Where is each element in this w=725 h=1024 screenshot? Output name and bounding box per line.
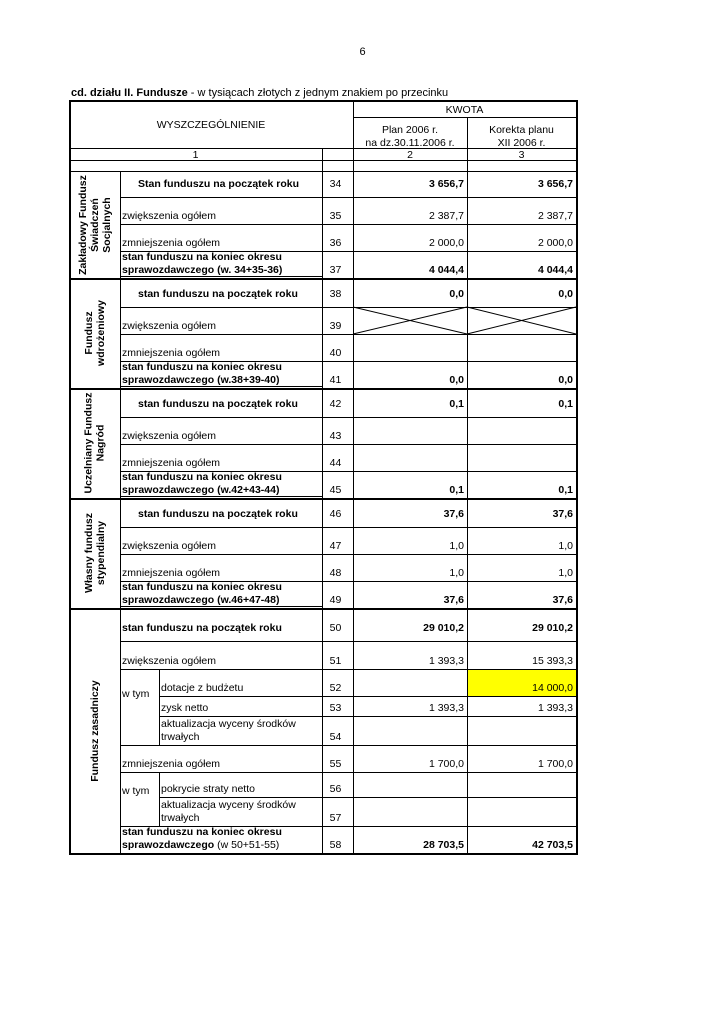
w-tym-label: w tym: [122, 785, 150, 797]
row-label: stan funduszu na początek roku: [122, 622, 282, 634]
row-label: stan funduszu na początek roku: [138, 508, 298, 520]
plan-value: 37,6: [443, 594, 464, 606]
row-number: 37: [329, 264, 342, 276]
section-label-text: [83, 513, 107, 593]
row-label: zwiększenia ogółem: [122, 210, 216, 222]
row-label-line-2: sprawozdawczego (w.42+43-44): [122, 484, 280, 496]
row-label: zwiększenia ogółem: [122, 430, 216, 442]
korekta-value: 1 700,0: [537, 758, 573, 770]
row-label-line-2: sprawozdawczego (w. 34+35-36): [122, 264, 283, 276]
plan-value: 2 000,0: [428, 237, 464, 249]
row-line: [120, 641, 576, 642]
korekta-vline: [467, 608, 468, 853]
heading-bold: cd. działu II. Fundusze: [71, 87, 188, 99]
plan-value: 0,0: [449, 374, 464, 386]
korekta-value: 37,6: [552, 594, 573, 606]
w-tym-vline-2: [159, 772, 160, 826]
column-number-3: 3: [518, 149, 525, 161]
plan-value: 1 393,3: [428, 702, 464, 714]
row-number: 42: [329, 398, 342, 410]
row-label: pokrycie straty netto: [161, 783, 255, 795]
plan-value: 1 700,0: [428, 758, 464, 770]
section-label-line: stypendialny: [94, 520, 107, 586]
plan-header: Plan 2006 r.: [381, 124, 439, 136]
row-number: 50: [329, 622, 342, 634]
row-line: [120, 772, 576, 773]
row-number: 40: [329, 347, 342, 359]
frame-top: [69, 100, 578, 102]
korekta-value: 14 000,0: [532, 682, 573, 694]
plan-header-date: na dz.30.11.2006 r.: [365, 137, 455, 149]
row-label: stan funduszu na początek roku: [138, 398, 298, 410]
section-label-line: Fundusz: [82, 311, 95, 355]
row-label-rest: (w 50+51-55): [214, 839, 280, 851]
header-bottom-line: [69, 171, 578, 172]
row-label-line-2: trwałych: [161, 731, 200, 743]
korekta-value: 0,1: [558, 398, 573, 410]
section-label: [69, 171, 120, 278]
row-label: zmniejszenia ogółem: [122, 347, 221, 359]
kwota-header: KWOTA: [445, 104, 484, 116]
section-label: [69, 388, 120, 498]
plan-value: 4 044,4: [428, 264, 464, 276]
row-number: 48: [329, 567, 342, 579]
category-vline: [120, 278, 121, 388]
row-line: [159, 716, 576, 717]
row-line: [120, 417, 576, 418]
row-label: zwiększenia ogółem: [122, 320, 216, 332]
row-label-line-1: stan funduszu na koniec okresu: [122, 251, 282, 263]
heading-rest: - w tysiącach złotych z jednym znakiem po przecinku: [187, 87, 449, 99]
korekta-value: 15 393,3: [532, 655, 573, 667]
korekta-value: 1,0: [558, 540, 573, 552]
section-label-text: [77, 175, 113, 275]
row-number: 44: [329, 457, 342, 469]
section-label-line: Świadczeń: [88, 197, 101, 252]
korekta-value: 3 656,7: [537, 178, 573, 190]
row-number: 45: [329, 484, 342, 496]
korekta-header: Korekta planu: [489, 124, 554, 136]
korekta-value: 29 010,2: [532, 622, 573, 634]
section-label: [69, 278, 120, 388]
section-separator: [69, 278, 578, 280]
plan-value: 1,0: [449, 567, 464, 579]
row-number: 35: [329, 210, 342, 222]
plan-value: 0,0: [449, 288, 464, 300]
korekta-value: 1 393,3: [537, 702, 573, 714]
row-label-line-2: trwałych: [161, 812, 200, 824]
korekta-value: 2 387,7: [537, 210, 573, 222]
row-label: dotacje z budżetu: [161, 682, 244, 694]
row-label-line-1: stan funduszu na koniec okresu: [122, 471, 282, 483]
row-label-line-2: sprawozdawczego (w.46+47-48): [122, 594, 280, 606]
row-label: zmniejszenia ogółem: [122, 758, 221, 770]
row-label: zwiększenia ogółem: [122, 655, 216, 667]
row-label: Stan funduszu na początek roku: [138, 178, 300, 190]
korekta-header-date: XII 2006 r.: [497, 137, 546, 149]
row-number: 38: [329, 288, 342, 300]
page-number: 6: [359, 46, 366, 58]
row-line: [120, 669, 576, 670]
row-line: [120, 527, 576, 528]
frame-bottom: [69, 853, 578, 855]
section-label-line: Własny fundusz: [82, 513, 95, 593]
korekta-value: 2 000,0: [537, 237, 573, 249]
section-label-line: wdrożeniowy: [94, 300, 107, 366]
plan-value: 29 010,2: [423, 622, 464, 634]
section-label-line: Socjalnych: [100, 196, 113, 253]
row-number: 57: [329, 812, 342, 824]
row-number: 39: [329, 320, 342, 332]
plan-value: 37,6: [443, 508, 464, 520]
category-vline: [120, 498, 121, 608]
row-label: zmniejszenia ogółem: [122, 457, 221, 469]
row-label: zwiększenia ogółem: [122, 540, 216, 552]
plan-value: 0,1: [449, 398, 464, 410]
korekta-value: 1,0: [558, 567, 573, 579]
category-vline: [120, 388, 121, 498]
row-number: 36: [329, 237, 342, 249]
summary-underline: [120, 606, 322, 607]
section-label-line: Nagród: [94, 424, 107, 462]
row-number: 51: [329, 655, 342, 667]
row-line: [120, 197, 576, 198]
row-label-line-1: aktualizacja wyceny środków: [161, 799, 296, 811]
plan-value: 1 393,3: [428, 655, 464, 667]
plan-value: 0,1: [449, 484, 464, 496]
row-label: zmniejszenia ogółem: [122, 237, 221, 249]
plan-value: 2 387,7: [428, 210, 464, 222]
row-number: 49: [329, 594, 342, 606]
row-number: 56: [329, 783, 342, 795]
row-number: 55: [329, 758, 342, 770]
section-separator: [69, 608, 578, 610]
fund-table: [69, 100, 578, 855]
section-label-text: [83, 300, 107, 366]
category-vline: [120, 608, 121, 853]
section-label: [69, 608, 120, 853]
w-tym-vline-1: [159, 669, 160, 745]
column-number-2: 2: [407, 149, 413, 161]
row-label-line-1: stan funduszu na koniec okresu: [122, 361, 282, 373]
plan-value: 1,0: [449, 540, 464, 552]
plan-vline: [353, 608, 354, 853]
row-line: [120, 444, 576, 445]
korekta-value: 37,6: [552, 508, 573, 520]
plan-value: 28 703,5: [423, 839, 464, 851]
summary-underline: [120, 496, 322, 497]
korekta-value: 0,0: [558, 374, 573, 386]
korekta-value: 0,1: [558, 484, 573, 496]
row-label: stan funduszu na początek roku: [138, 288, 298, 300]
summary-underline: [120, 386, 322, 387]
plan-value: 3 656,7: [428, 178, 464, 190]
table-heading: [71, 87, 448, 99]
row-label: zysk netto: [161, 702, 209, 714]
section-separator: [69, 498, 578, 500]
row-number: 41: [329, 374, 342, 386]
column-number-1: 1: [192, 149, 199, 161]
section-label-text: [89, 680, 101, 782]
row-number: 52: [329, 682, 342, 694]
row-number: 54: [329, 731, 342, 743]
row-label-line-2: sprawozdawczego (w.38+39-40): [122, 374, 280, 386]
kwota-line: [353, 117, 576, 118]
row-number: 46: [329, 508, 342, 520]
row-line: [159, 696, 576, 697]
korekta-value: 0,0: [558, 288, 573, 300]
section-label-line: Zakładowy Fundusz: [76, 174, 89, 275]
crossed-cell: [467, 307, 576, 334]
row-line: [120, 334, 576, 335]
korekta-value: 4 044,4: [537, 264, 573, 276]
section-label-line: Fundusz zasadniczy: [88, 679, 101, 782]
section-separator: [69, 388, 578, 390]
row-label-line-1: stan funduszu na koniec okresu: [122, 581, 282, 593]
row-number: 58: [329, 839, 342, 851]
wyszczegolnienie-header: WYSZCZEGÓLNIENIE: [156, 119, 266, 131]
crossed-cell: [353, 307, 467, 334]
row-line: [120, 554, 576, 555]
row-label-bold: sprawozdawczego: [122, 839, 215, 851]
section-label-line: Uczelniany Fundusz: [82, 392, 95, 494]
row-number: 34: [329, 178, 342, 190]
row-label-line-1: aktualizacja wyceny środków: [161, 718, 296, 730]
row-label: zmniejszenia ogółem: [122, 567, 221, 579]
korekta-value: 42 703,5: [532, 839, 573, 851]
row-label-line-1: stan funduszu na koniec okresu: [122, 826, 282, 838]
row-number: 43: [329, 430, 342, 442]
row-line: [120, 224, 576, 225]
row-line: [159, 797, 576, 798]
row-line: [120, 745, 576, 746]
summary-underline: [120, 276, 322, 277]
row-number: 47: [329, 540, 342, 552]
row-number: 53: [329, 702, 342, 714]
w-tym-label: w tym: [122, 688, 150, 700]
section-label-text: [83, 393, 107, 494]
section-label: [69, 498, 120, 608]
row-label-line-2: [122, 839, 279, 851]
frame-right: [576, 100, 578, 855]
